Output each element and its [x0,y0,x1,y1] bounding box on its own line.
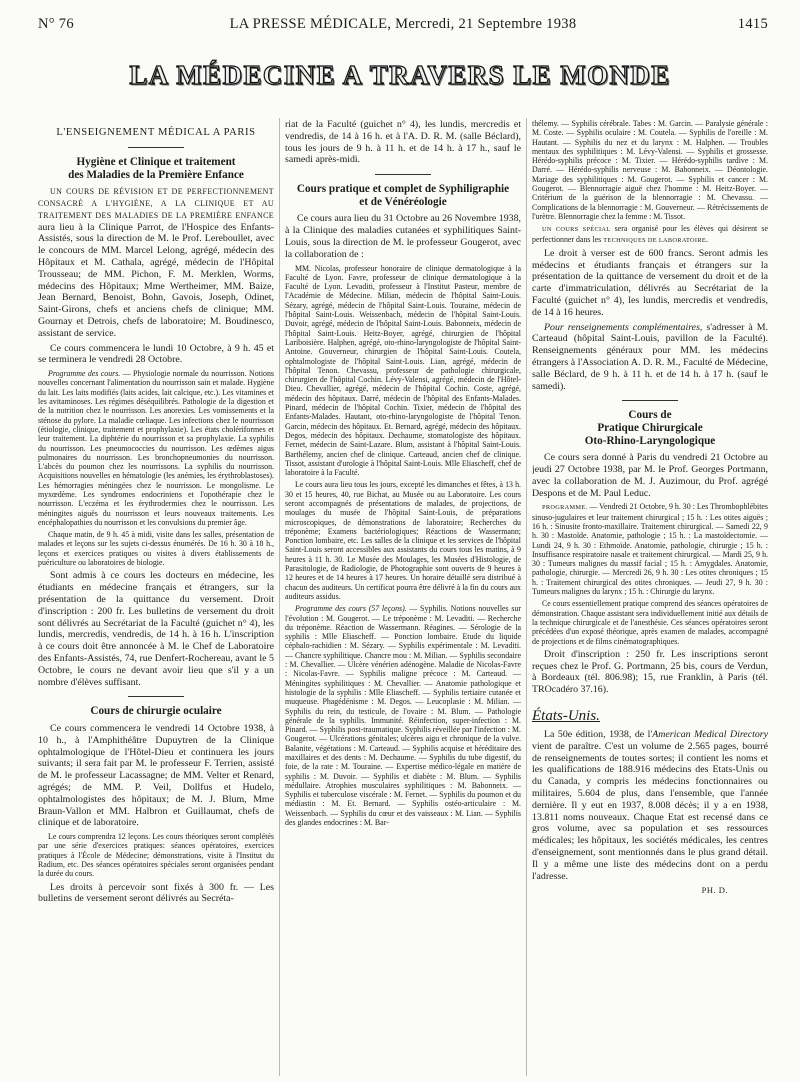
article-paragraph: Les droits à percevoir sont fixés à 300 fr. — Les bulletins de versement seront délivrés au Secréta- [38,881,274,905]
programme-paragraph [285,604,521,827]
body-text: aura lieu à la Clinique Parrot, de l'Hospice des Enfants-Assistés, sous la direction de M. le Prof. Lereboullet, avec le concours de MM. Marcel Lelong, agrégé, médecin des Hôpitaux et M. Cathala, agrégé, médecin de l'Hôpital Trousseau; de MM. Pichon, F. M. Merklen, Worms, médecins des Hôpitaux; Mme Wertheimer, MM. Baize, Jean Bernard, Benoist, Bohn, Gavois, Joseph, Odinet, Saint-Girons, chefs et anciens chefs de clinique; MM. Gournay et Detrois, chefs de laboratoire; M. Boudinesco, assistant de service. [38,221,274,339]
lead-text: Programme des cours (57 leçons). [295,604,407,614]
section-heading: L'ENSEIGNEMENT MÉDICAL A PARIS [56,127,256,138]
body-text: — Syphilis. Notions nouvelles sur l'évolution : M. Gougerot. — Le tréponème : M. Levaditi. — Recherche du tréponème. Réaction de Wassermann. Réagines. — Sérologie de la syphilis : Mlle Eliascheff. — Ponction lombaire. Etude du liquide céphalo-rachidien : M. Sézary. — Syphilis expérimentale : M. Levaditi. — Chancre syphilitique. Chancre mou : M. Milian. — Syphilis secondaire : M. Chevallier. — Ulcère vénérien adénogène. Maladie de Nicolas-Favre : Nicolas-Favre. — Syphilis maligne précoce : M. Carteaud. — Méningites syphilitiques : M. Chevallier. — Anatomie pathologique et histologie de la syphilis : Mlle Eliascheff. — Syphilis tertiaire cutanée et muqueuse. Phagédénisme : M. Degos. — Leucoplasie : M. Milian. — Syphilis du rein, du testicule, de l'ovaire : M. Blum. — Pathologie générale de la syphilis. Immunité. Réinfection, super-infection : M. Pinard. — Syphilis post-traumatique. Syphilis réveillée par l'infection : M. Gougerot. — Ulcérations génitales; ulcères aigu et chronique de la vulve. Balanite, végétations : M. Carteaud. — Syphilis acquise et héréditaire des maxillaires et des dents : M. Dechaume. — Syphilis du tube digestif, du foie, de la rate : M. Touraine. — Expertise médico-légale en matière de syphilis : M. Duvoir. — Syphilis et diabète : M. Blum. — Syphilis médullaire. Atrophies musculaires syphilitiques : M. Babonneix. — Syphilis et tuberculose viscérale : M. Fernet. — Syphilis du poumon et du médiastin : M. Et. Bernard. — Syphilis ostéo-articulaire : M. Weissenbach. — Syphilis du cœur et des vaisseaux : M. Lian. — Syphilis des glandes endocrines : M. Bar- [285,604,521,828]
emphasis-text: TECHNIQUES DE LABORATOIRE [603,236,707,244]
column-3 [532,116,768,1078]
article-title-syphiligraphie [285,183,521,208]
title-line: des Maladies de la Première Enfance [68,168,244,181]
lead-text: Pour renseignements complémentaires, [544,321,703,333]
article-paragraph [532,224,768,245]
section-divider [375,174,431,175]
author-signature: PH. D. [701,885,728,896]
lead-text: UN COURS DE RÉVISION ET DE PERFECTIONNEMENT CONSACRÉ A L'HYGIÈNE, A LA CLINIQUE ET AU TRAITEMENT DES MALADIES DE LA PREMIÈRE ENFANCE [38,187,274,220]
programme-paragraph-continued: thélemy. — Syphilis cérébrale. Tabes : M. Garcin. — Paralysie générale : M. Coste. — Syphilis oculaire : M. Coutela. — Syphilis de l'oreille : M. Hautant. — Syphilis du nez et du larynx : M. Halphen. — Troubles mentaux des syphilitiques : M. Lévy-Valensi. — Syphilis et grossesse. Hérédo-syphilis précoce : M. Tixier. — Hérédo-syphilis tardive : M. Darré. — Hérédo-syphilis nerveuse : M. Babonneix. — Déontologie. Mariage des syphilitiques : M. Gougerot. — Syphilis et cancer : M. Gougerot. — Blennorragie aiguë chez l'homme : M. Heitz-Boyer. — Critérium de la guérison de la blennorragie : M. Chevassu. — Complications de la blennorragie : M. Gouverneur. — Rétrécissements de l'urètre. Blennorragie chez la femme : M. Tissot. [532,119,768,221]
title-line: Pratique Chirurgicale [597,422,703,435]
body-text: s'adresser à M. Carteaud (hôpital Saint-Louis, pavillon de la Faculté). Renseignements généraux pour MM. les médecins étrangers à l'Association A. D. R. M., Faculté de Médecine, salle Béclard, de 9 h. à 11 h. et de 14 h. à 17 h. (sauf le samedi). [532,321,768,392]
body-text: . [706,234,709,244]
body-text: — Physiologie normale du nourrisson. Notions nouvelles concernant l'alimentation du nourrisson sain et malade. Hygiène du lait. Les laits modifiés (laits acides, lait calcique, etc.). Les vitamines et les avitaminoses. Les régimes déséquilibrés. Pathologie de la digestion et de la nutrition chez le nourrisson. Les anorexies. Les vomissements et la sténose du pylore. La maladie cœliaque. Les infections chez le nourrisson (étiologie, clinique, traitement et prophylaxie). Les états cholériformes et leur traitement. La diphtérie du nourrisson et sa prophylaxie. La syphilis du nourrisson. Les pneumococcies du nourrisson. Les œdèmes aigus pulmonaires du nourrisson. Les bronchopneumonies du nourrisson. L'abcès du poumon chez les nourrissons. La syphilis du nourrisson. Acquisitions nouvelles en hématologie (les anémies, les érythroblastoses). Les hémorragies méningées chez le nourrisson. Le mongolisme. Le myxœdème. Les syndromes endocriniens et l'opothérapie chez le nourrisson. L'eczéma et les érythrodermies chez le nourrisson. Les méningites aiguës du nourrisson et leurs nouveaux traitements. Les encéphalopathies du nourrisson et les convulsions du premier âge. [38,369,274,527]
title-line: et de Vénéréologie [359,195,447,208]
title-line: Hygiène et Clinique et traitement [76,156,236,168]
article-paragraph: Ce cours commencera le lundi 10 Octobre, à 9 h. 45 et se terminera le vendredi 28 Octobre. [38,342,274,366]
column-rule [279,118,280,1076]
article-paragraph: Le cours aura lieu tous les jours, excepté les dimanches et fêtes, à 13 h. 30 et 15 heures, 40, rue Bichat, au Musée ou au Laboratoire. Les cours seront accompagnés de présentations de malades, de projections, de moulages du musée de l'hôpital Saint-Louis, de préparations microscopiques, de démonstrations de laboratoire; Recherches du tréponème; Examens bactériologiques; Réactions de Wassermann; Ponction lombaire, etc. Les salles de la clinique et les services de l'hôpital Saint-Louis seront accessibles aux assistants du cours tous les matins, à 9 heures à 11 h. 30. Le Musée des Moulages, les Musées d'Histologie, de Parasitologie, de Radiologie, de Photographie sont ouverts de 9 heures à 12 heures et de 14 heures à 17 heures. Un horaire détaillé sera distribué à chacun des auditeurs. Un certificat pourra être délivré à la fin du cours aux auditeurs assidus. [285,480,521,601]
column-1 [38,116,274,1078]
article-heading-usa: États-Unis. [532,708,600,725]
publication-title: American Medical Directory [652,729,768,741]
article-title-orl [532,409,768,447]
article-paragraph [38,186,274,339]
article-title-oculaire: Cours de chirurgie oculaire [90,705,222,718]
page-number: 1415 [737,16,768,32]
article-paragraph: Le droit à verser est de 600 francs. Seront admis les médecins et étudiants français et étrangers sur la présentation de la quittance de versement du droit et de la carte d'immatriculation, délivrés au Secrétariat de la Faculté (guichet n° 4), les lundis, mercredis et vendredis, de 14 à 16 heures. [532,247,768,318]
body-text: — Vendredi 21 Octobre, 9 h. 30 : Les Thrombophlébites sinuso-jugulaires et leur traitement chirurgical ; 15 h. : Les otites aiguës ; 16 h. : Sinusite fronto-maxillaire. Traitement chirurgical. — Samedi 22, 9 h. 30 : Mastoïde. Anatomie, pathologie ; 15 h. : La mastoïdectomie. — Lundi 24, 9 h. 30 : Ethmoïde. Anatomie, pathologie, chirurgie ; 15 h. : Insuffisance respiratoire nasale et traitement chirurgical. — Mardi 25, 9 h. 30 : Tumeurs malignes du massif facial ; 15 h. : Amygdales. Anatomie, pathologie, chirurgie. — Mercredi 26, 9 h. 30 : Les otites chroniques ; 15 h. : Traitement chirurgical des otites chroniques. — Jeudi 27, 9 h. 30 : Tumeurs malignes du larynx ; 15 h. : Chirurgie du larynx. [532,502,768,597]
column-2 [285,116,521,1078]
programme-paragraph [38,369,274,527]
article-paragraph: Droit d'inscription : 250 fr. Les inscriptions seront reçues chez le Prof. G. Portmann, 25 bis, cours de Verdun, à Bordeaux (tél. 806.98); 15, rue Franklin, à Paris (tél. TROcadéro 37.16). [532,648,768,696]
article-paragraph [532,729,768,882]
section-divider [622,400,678,401]
page-title: LA MÉDECINE A TRAVERS LE MONDE [129,60,671,90]
title-line: Cours de [628,409,672,422]
body-text: vient de paraître. C'est un volume de 2.565 pages, bourré de renseignements de toutes sortes; il contient les noms et les qualifications de 188.916 médecins des Etats-Unis ou du Canada, y compris les médecins fonctionnaires ou militaires, 5.604 de plus, dans l'ensemble, que l'année dernière. Il y eut en 1937, 8.008 décès; il y a en 1938, 13.811 noms nouveaux. Chaque Etat est recensé dans ce gros volume, avec sa population et ses ressources médicales; les hôpitaux, les sociétés médicales, les centres d'enseignement, sont mentionnés dans le plus grand détail. Il y a même une liste des médecins dont on a perdu l'adresse. [532,740,768,882]
section-divider [128,147,184,148]
section-divider [128,696,184,697]
article-paragraph: Ce cours aura lieu du 31 Octobre au 26 Novembre 1938, à la Clinique des maladies cutanées et syphilitiques Saint-Louis, sous la direction de M. le professeur Gougerot, avec la collaboration de : [285,213,521,260]
collaborators-list: MM. Nicolas, professeur honoraire de clinique dermatologique à la Faculté de Lyon. Favre, professeur de clinique dermatologique à la Faculté de Lyon. Levaditi, professeur à l'Institut Pasteur, membre de l'Académie de Médecine. Milian, médecin de l'hôpital Saint-Louis. Sézary, agrégé, médecin de l'hôpital Saint-Louis. Touraine, médecin de l'hôpital Saint-Louis. Weissenbach, médecin de l'hôpital Saint-Louis. Duvoir, agrégé, médecin de l'hôpital Saint-Louis. Babonneix, médecin de l'hôpital Saint-Louis. Heitz-Boyer, agrégé, chirurgien de l'hôpital Lariboisière. Halphen, agrégé, oto-rhino-laryngologiste de l'hôpital Saint-Antoine. Gouverneur, chirurgien de l'hôpital Saint-Louis. Coutela, ophtalmologiste de l'hôpital Saint-Louis. Lian, agrégé, médecin de l'hôpital Tenon. Chevassu, professeur de pathologie chirurgicale, chirurgien de l'hôpital Cochin. Lévy-Valensi, agrégé, médecin de l'Hôtel-Dieu. Chevallier, agrégé, médecin de l'hôpital Cochin. Coste, agrégé, médecin des hôpitaux. Darré, médecin de l'hôpital des Enfants-Malades. Pinard, médecin de l'hôpital Cochin. Tixier, médecin de l'hôpital des Enfants-Malades. Hautant, oto-rhino-laryngologiste de l'hôpital Tenon. Garcin, médecin des hôpitaux. Et. Bernard, agrégé, médecin des hôpitaux. Degos, médecin des hôpitaux. Dechaume, stomatologiste des hôpitaux. Fernet, médecin de Saint-Lazare. Blum, assistant à l'hôpital Saint-Louis. Barthélemy, ancien chef de clinique. Carteaud, ancien chef de clinique. Tissot, assistant d'urologie à l'hôpital Saint-Louis. Mlle Eliascheff, chef de laboratoire à la Faculté. [285,263,521,478]
article-paragraph: Chaque matin, de 9 h. 45 à midi, visite dans les salles, présentation de malades et leçons sur les sujets ci-dessus énumérés. De 16 h. 30 à 18 h., leçons et exercices pratiques ou visites à divers établissements de puériculture ou laboratoires de biologie. [38,530,274,568]
lead-text: Programme des cours. [48,369,121,379]
programme-paragraph [532,502,768,596]
article-paragraph: Ce cours sera donné à Paris du vendredi 21 Octobre au jeudi 27 Octobre 1938, par M. le Prof. Georges Portmann, avec la collaboration de M. J. Auzimour, du Prof. agrégé Despons et de M. Paul Leduc. [532,452,768,499]
article-paragraph-continued: riat de la Faculté (guichet n° 4), les lundis, mercredis et vendredis, de 14 à 16 h. et à l'A. D. R. M. (salle Béclard), tous les jours de 9 h. à 11 h. et de 14 h. à 17 h., sauf le samedi après-midi. [285,119,521,166]
journal-dateline: LA PRESSE MÉDICALE, Mercredi, 21 Septembre 1938 [229,16,577,32]
article-title-enfance [38,156,274,181]
column-rule [526,118,527,1076]
article-paragraph: Sont admis à ce cours les docteurs en médecine, les étudiants en médecine français et étrangers, sur la présentation de la quittance du versement. Droit d'inscription : 200 fr. Les bulletins de versement du droit sont délivrés au Secrétariat de la Faculté (guichet n° 4), les lundis, mercredis, vendredis, de 14 h. à 16 h. L'inscription à ce cours doit être annoncée à M. le Chef de Laboratoire des Enfants-Assistés, 74, rue Denfert-Rochereau, avant le 5 Octobre, le cours ne devant avoir lieu que s'il y a un nombre d'élèves suffisant. [38,570,274,688]
body-text: sera organisé pour les élèves qui désirent se perfectionner dans les [532,224,768,244]
article-paragraph: Ce cours essentiellement pratique comprend des séances opératoires de démonstration. Chaque assistant sera individuellement initié aux détails de la technique chirurgicale et de l'anesthésie. Ces séances opératoires seront précédées d'un exposé théorique, après examen de malades, accompagné de projections et de films cinématographiques. [532,599,768,646]
lead-text: PROGRAMME. [542,504,588,512]
article-paragraph: Ce cours commencera le vendredi 14 Octobre 1938, à 10 h., à l'Amphithéâtre Dupuytren de la Clinique ophtalmologique de l'Hôtel-Dieu et continuera les jours suivants; il sera fait par M. le professeur F. Terrien, assisté de M. le professeur Lacassagne; de MM. Velter et Renard, agrégés; de MM. P. Veil, Dollfus et Hudelo, ophtalmologistes des hôpitaux; de M. J. Blum, Mme Braun-Vallon et MM. Halbron et Guillaumat, chefs de clinique et de laboratoire. [38,722,274,829]
title-line: Cours pratique et complet de Syphiligraphie [296,183,510,196]
title-line: Oto-Rhino-Laryngologique [584,434,716,447]
issue-number: N° 76 [38,16,74,32]
article-paragraph [532,322,768,393]
article-paragraph: Le cours comprendra 12 leçons. Les cours théoriques seront complétés par une série d'exercices pratiques: séances opératoires, exercices pratiques à l'École de Médecine; démonstrations, visite à l'Institut du Radium, etc. Des séances opératoires spéciales seront organisées pendant la durée du cours. [38,832,274,879]
page-header [38,16,768,36]
lead-text: UN COURS SPÉCIAL [542,226,611,234]
body-text: La 50e édition, 1938, de l' [544,729,653,741]
